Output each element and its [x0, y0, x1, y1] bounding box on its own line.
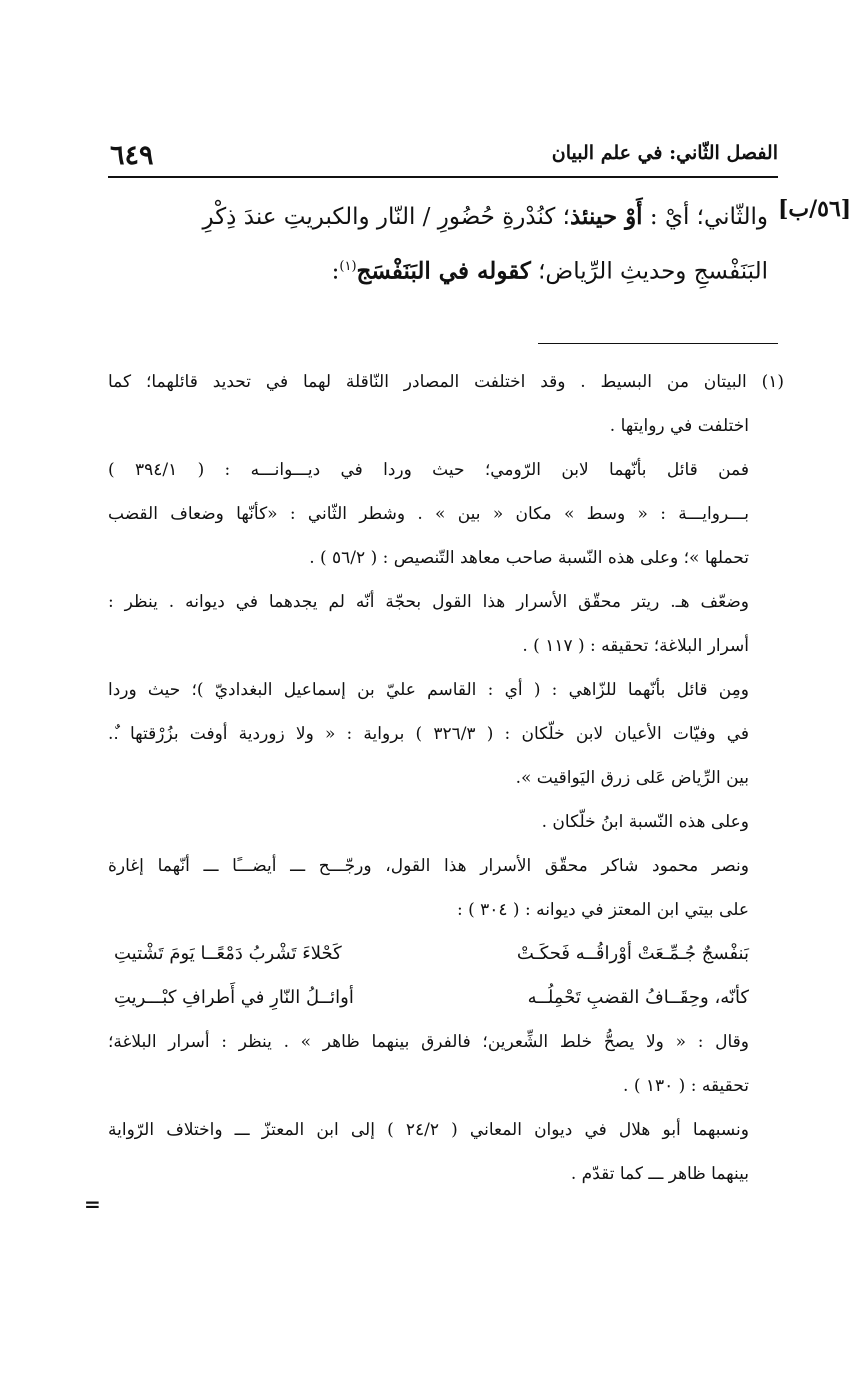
- main-text-segment: البَنَفْسجِ وحديثِ الرِّياض؛: [530, 258, 768, 285]
- footnote-line: بينهما ظاهر ـــ كما تقدّم .: [570, 1164, 749, 1184]
- footnote-line: ونسبهما أبو هلال في ديوان المعاني ( ٢٤/٢ ) إلى ابن المعتزّ ـــ واختلاف الرّواية: [108, 1120, 749, 1140]
- main-line-1: [110, 192, 768, 242]
- main-text-bold: أَوْ حينئذ: [569, 203, 643, 230]
- verse-hemistich: بَنفْسجٌ جُـمِّـعَتْ أوْراقُــه فَحكَـتْ: [516, 943, 749, 964]
- footnote-line: بـــروايـــة : « وسط » مكان « بين » . وشطر الثّاني : «كأنّها وضعاف القضب: [108, 504, 749, 524]
- footnote-line: وضعّف هـ. ريتر محقّق الأسرار هذا القول بحجّة أنّه لم يجدهما في ديوانه . ينظر :: [108, 592, 749, 612]
- main-text-segment: ؛ كنُدْرةِ حُضُورِ / النّار والكبريتِ عندَ ذِكْرِ: [202, 204, 570, 230]
- footnote-line: وعلى هذه النّسبة ابنُ خلّكان .: [541, 812, 749, 832]
- footnote-line: (١) البيتان من البسيط . وقد اختلفت المصادر النّاقلة لهما في تحديد قائلهما؛ كما: [108, 372, 784, 392]
- footnote-line: ونصر محمود شاكر محقّق الأسرار هذا القول، ورجّـــح ـــ أيضـــًا ـــ أنّهما إغارة: [108, 856, 749, 876]
- page-number: ٦٤٩: [110, 140, 154, 171]
- footnote-line: في وفيّات الأعيان لابن خلّكان : ( ٣٢٦/٣ ) برواية : « ولا زوردية أوفت بزُرْقتها .ٌ.: [108, 724, 750, 744]
- manuscript-folio-note: [٥٦/ب]: [778, 196, 852, 222]
- header-divider: [108, 176, 778, 178]
- footnotes: [108, 360, 784, 1196]
- continuation-mark: =: [84, 1192, 101, 1216]
- verse-line: [108, 976, 784, 1020]
- footnote-line: ومِن قائل بأنّهما للزّاهي : ( أي : القاسم عليّ بن إسماعيل البغداديّ )؛ حيث وردا: [108, 680, 749, 700]
- main-text-bold: كقوله في البَنَفْسَج: [356, 257, 531, 285]
- verse-hemistich: كَحْلاءَ تَشْربُ دَمْعًــا يَومَ تَشْتيتِ: [114, 943, 342, 964]
- footnote-line: وقال : « ولا يصحُّ خلط الشِّعرين؛ فالفرق بينهما ظاهر » . ينظر : أسرار البلاغة؛: [108, 1032, 749, 1052]
- verse-hemistich: كأنّه، وحِقَــافُ القضبِ تَحْمِلُــه: [527, 987, 749, 1008]
- chapter-title: الفصل الثّاني: في علم البيان: [551, 142, 778, 164]
- main-text: [110, 192, 768, 297]
- footnote-marker: (١): [339, 259, 357, 274]
- main-line-2: [110, 242, 768, 297]
- verse-hemistich: أوائــلُ النّارِ في أَطرافِ كبْـــريتِ: [114, 987, 354, 1008]
- footnote-line: على بيتي ابن المعتز في ديوانه : ( ٣٠٤ ) :: [456, 900, 749, 920]
- footnote-line: اختلفت في روايتها .: [609, 416, 749, 436]
- footnote-divider: [538, 343, 778, 344]
- page-header: [110, 140, 778, 174]
- main-text-segment: :: [331, 258, 340, 285]
- verse-line: [108, 932, 784, 976]
- footnote-line: فمن قائل بأنّهما لابن الرّومي؛ حيث وردا في ديـــوانـــه : ( ٣٩٤/١ ): [108, 460, 749, 480]
- footnote-line: تحقيقه : ( ١٣٠ ) .: [623, 1076, 749, 1096]
- footnote-line: بين الرِّياض عَلى زرق اليَواقيت ».: [515, 768, 749, 788]
- footnote-line: تحملها »؛ وعلى هذه النّسبة صاحب معاهد التّنصيص : ( ٥٦/٢ ) .: [309, 548, 749, 568]
- footnote-line: أسرار البلاغة؛ تحقيقه : ( ١١٧ ) .: [522, 636, 749, 656]
- main-text-segment: والثّاني؛ أيْ :: [642, 204, 768, 230]
